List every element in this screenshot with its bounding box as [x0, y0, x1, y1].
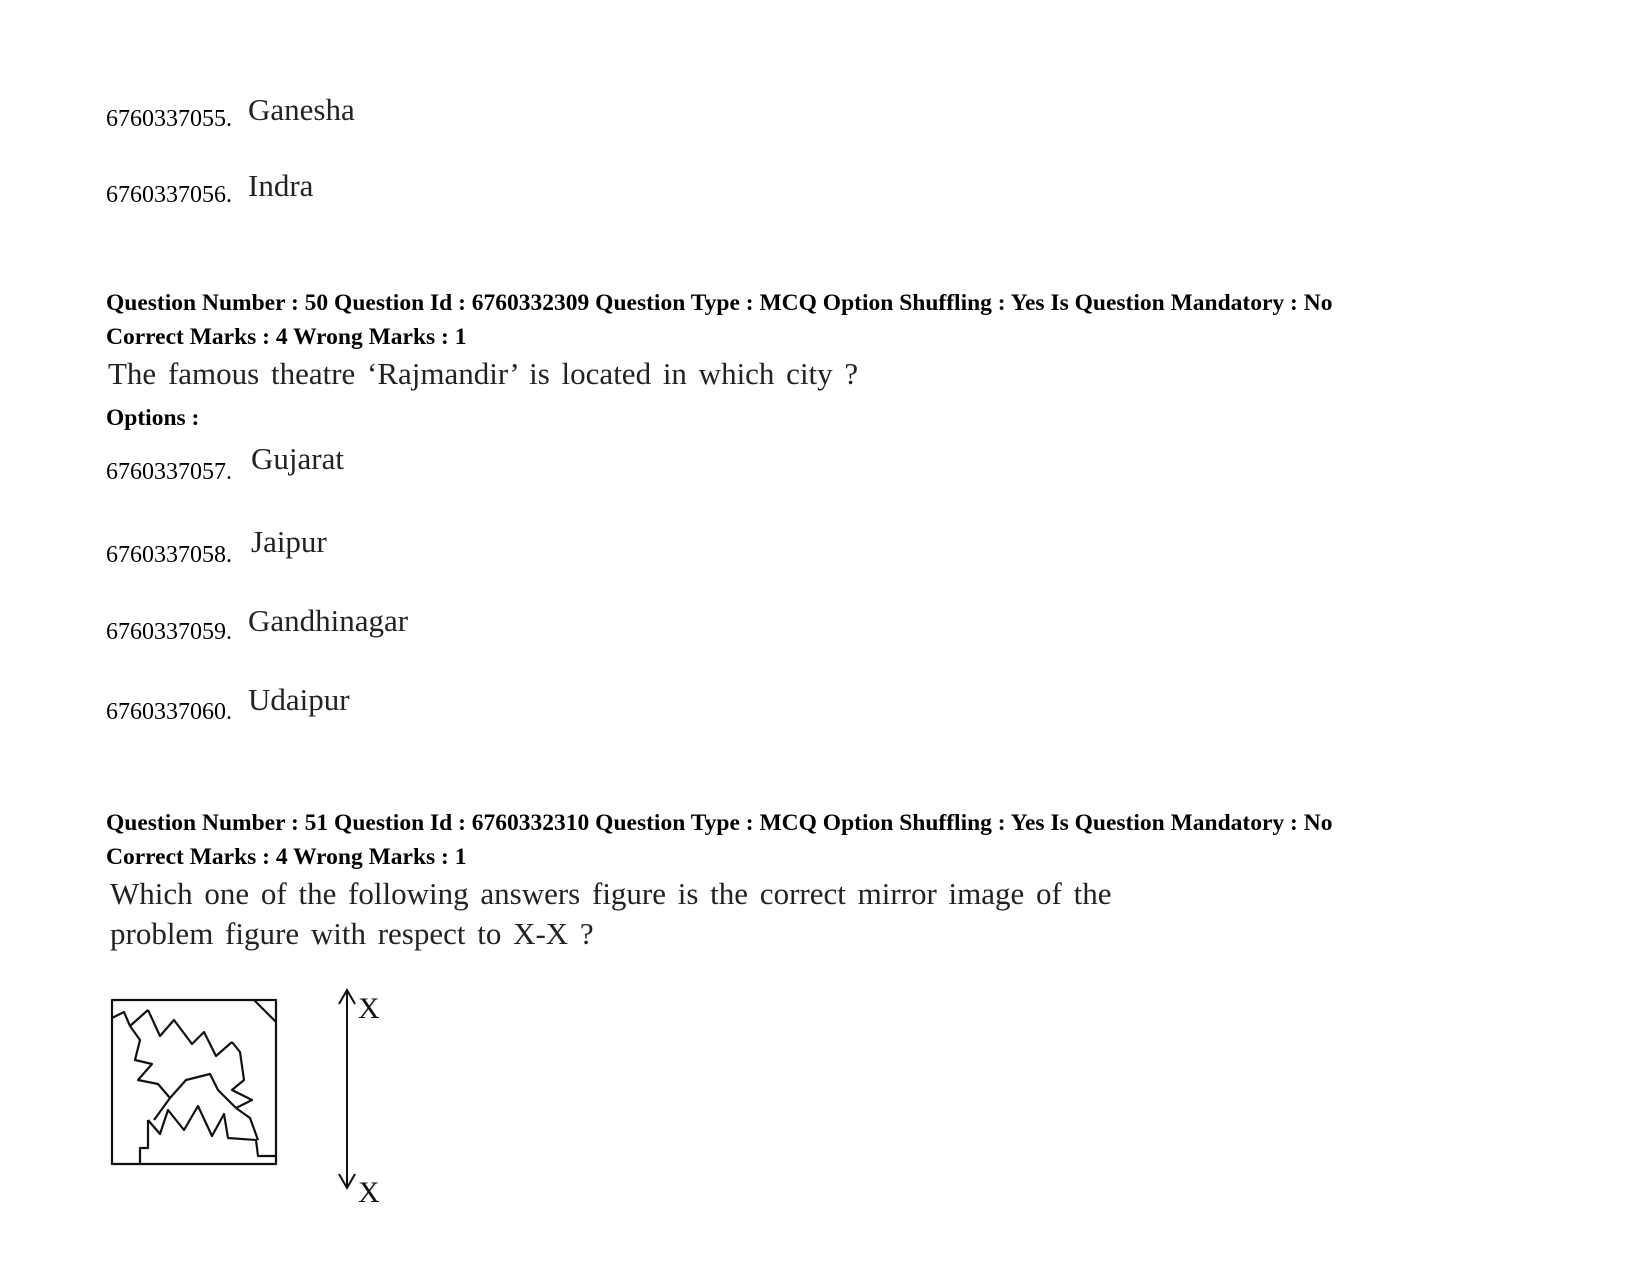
problem-figure	[100, 980, 420, 1210]
option-text: Jaipur	[251, 524, 327, 559]
option-id: 6760337059.	[106, 619, 232, 645]
question-text: The famous theatre ‘Rajmandir’ is located in which city ?	[108, 356, 859, 391]
option-text: Udaipur	[248, 682, 350, 717]
question-marks-line: Correct Marks : 4 Wrong Marks : 1	[106, 844, 467, 870]
question-text-line: problem figure with respect to X-X ?	[110, 916, 594, 951]
option-id: 6760337058.	[106, 542, 232, 568]
option-id: 6760337055.	[106, 106, 232, 132]
question-text-line: Which one of the following answers figure is the correct mirror image of the	[110, 876, 1112, 911]
option-text: Indra	[248, 168, 314, 203]
options-label: Options :	[106, 405, 200, 431]
problem-figure-box	[112, 1000, 276, 1164]
option-text: Gandhinagar	[248, 603, 409, 638]
axis-label-bottom: X	[358, 1176, 380, 1209]
axis-label-top: X	[358, 992, 380, 1025]
question-marks-line: Correct Marks : 4 Wrong Marks : 1	[106, 324, 467, 350]
option-text: Gujarat	[251, 441, 344, 476]
question-meta-line: Question Number : 50 Question Id : 6760332309 Question Type : MCQ Option Shuffling : Yes Is Question Mandatory : No	[106, 290, 1333, 316]
option-text: Ganesha	[248, 92, 355, 127]
option-id: 6760337056.	[106, 182, 232, 208]
mirror-axis	[339, 990, 355, 1188]
question-meta-line: Question Number : 51 Question Id : 6760332310 Question Type : MCQ Option Shuffling : Yes Is Question Mandatory : No	[106, 810, 1333, 836]
option-id: 6760337060.	[106, 699, 232, 725]
option-id: 6760337057.	[106, 459, 232, 485]
